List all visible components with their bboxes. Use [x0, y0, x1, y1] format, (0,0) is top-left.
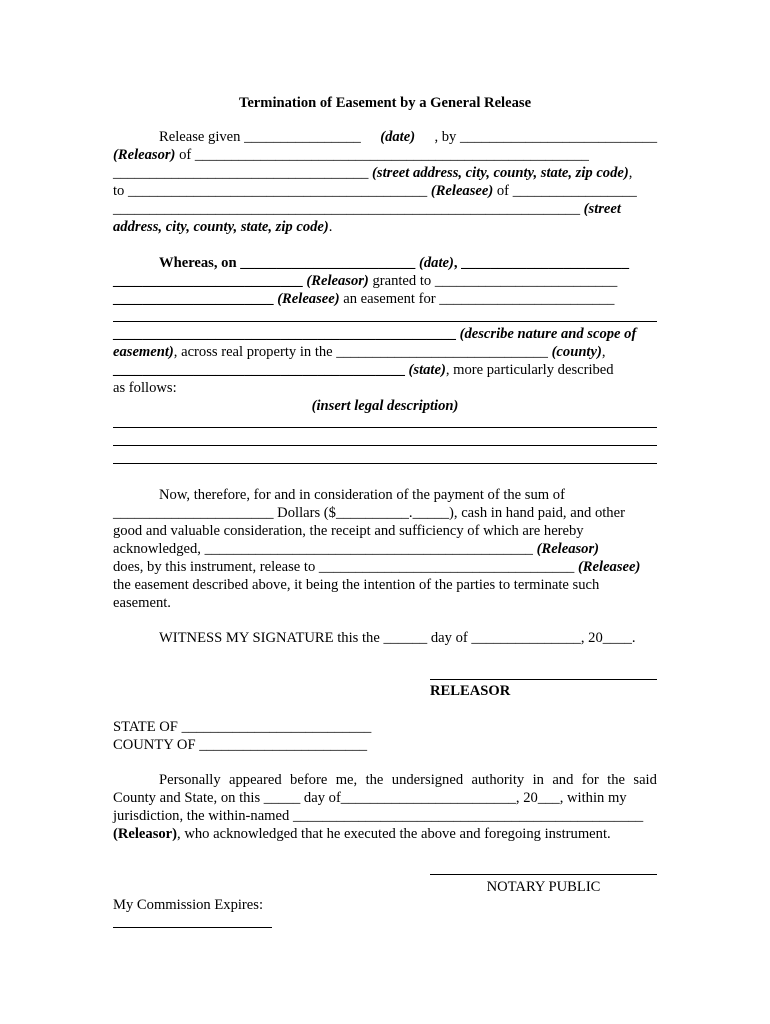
consideration-line-2: ______________________ Dollars ($__________._____), cash in hand paid, and other [113, 505, 625, 521]
commission-expires-label: My Commission Expires: [113, 897, 263, 913]
intention-line: the easement described above, it being the intention of the parties to terminate such [113, 577, 600, 593]
state-line: ________________________________________ (state), more particularly described [113, 362, 614, 378]
as-follows-text: as follows: [113, 380, 177, 396]
release-to-line: does, by this instrument, release to ___________________________________ (Releasee) [113, 559, 641, 575]
releasor-signature-rule[interactable] [430, 679, 657, 680]
county-of-line: COUNTY OF _______________________ [113, 737, 368, 753]
real-property-line: easement), across real property in the _____________________________ (county), [113, 344, 606, 360]
easement-end-line: easement. [113, 595, 171, 611]
easement-nature-line: _______________________________________________ (describe nature and scope of [113, 326, 637, 342]
releasor-label: RELEASOR [430, 683, 511, 699]
legal-description-rule-1 [113, 427, 657, 428]
acknowledged-line: acknowledged, _____________________________________________ (Releasor) [113, 541, 600, 557]
document-title: Termination of Easement by a General Release [238, 95, 532, 111]
state-of-line: STATE OF __________________________ [113, 719, 372, 735]
granted-to-line: __________________________ (Releasor) granted to _________________________ [113, 273, 618, 289]
consideration-line-1: Now, therefore, for and in consideration of the payment of the sum of [159, 487, 565, 503]
consideration-line-3: good and valuable consideration, the receipt and sufficiency of which are hereby [113, 523, 584, 539]
releasee-address-line: ________________________________________________________________ (street [113, 201, 621, 217]
releasor-address-line: ___________________________________ (street address, city, county, state, zip code), [113, 165, 633, 181]
notary-date-line: County and State, on this _____ day of________________________, 20___, within my [113, 790, 627, 806]
releasee-of-line: to _________________________________________ (Releasee) of _________________ [113, 183, 637, 199]
release-given-line: Release given ________________ (date) , by ___________________________ [159, 129, 657, 145]
easement-blank-rule [113, 321, 657, 322]
legal-description-rule-3 [113, 463, 657, 464]
releasor-of-line: (Releasor) of ______________________________________________________ [113, 147, 589, 163]
legal-description-label: (insert legal description) [311, 398, 459, 414]
notary-signature-rule[interactable] [430, 874, 657, 875]
commission-expires-rule[interactable] [113, 927, 272, 928]
easement-for-line: ______________________ (Releasee) an easement for ________________________ [113, 291, 615, 307]
witness-signature-line: WITNESS MY SIGNATURE this the ______ day of _______________, 20____. [159, 630, 636, 646]
whereas-line: Whereas, on ________________________ (date), _______________________ [159, 255, 629, 271]
acknowledgment-line: (Releasor), who acknowledged that he executed the above and foregoing instrument. [113, 826, 611, 842]
releasee-address-line-2: address, city, county, state, zip code). [113, 219, 333, 235]
personally-appeared-line: Personally appeared before me, the undersigned authority in and for the said [159, 772, 657, 788]
notary-public-label: NOTARY PUBLIC [486, 879, 601, 895]
legal-description-rule-2 [113, 445, 657, 446]
jurisdiction-line: jurisdiction, the within-named ________________________________________________ [113, 808, 644, 824]
